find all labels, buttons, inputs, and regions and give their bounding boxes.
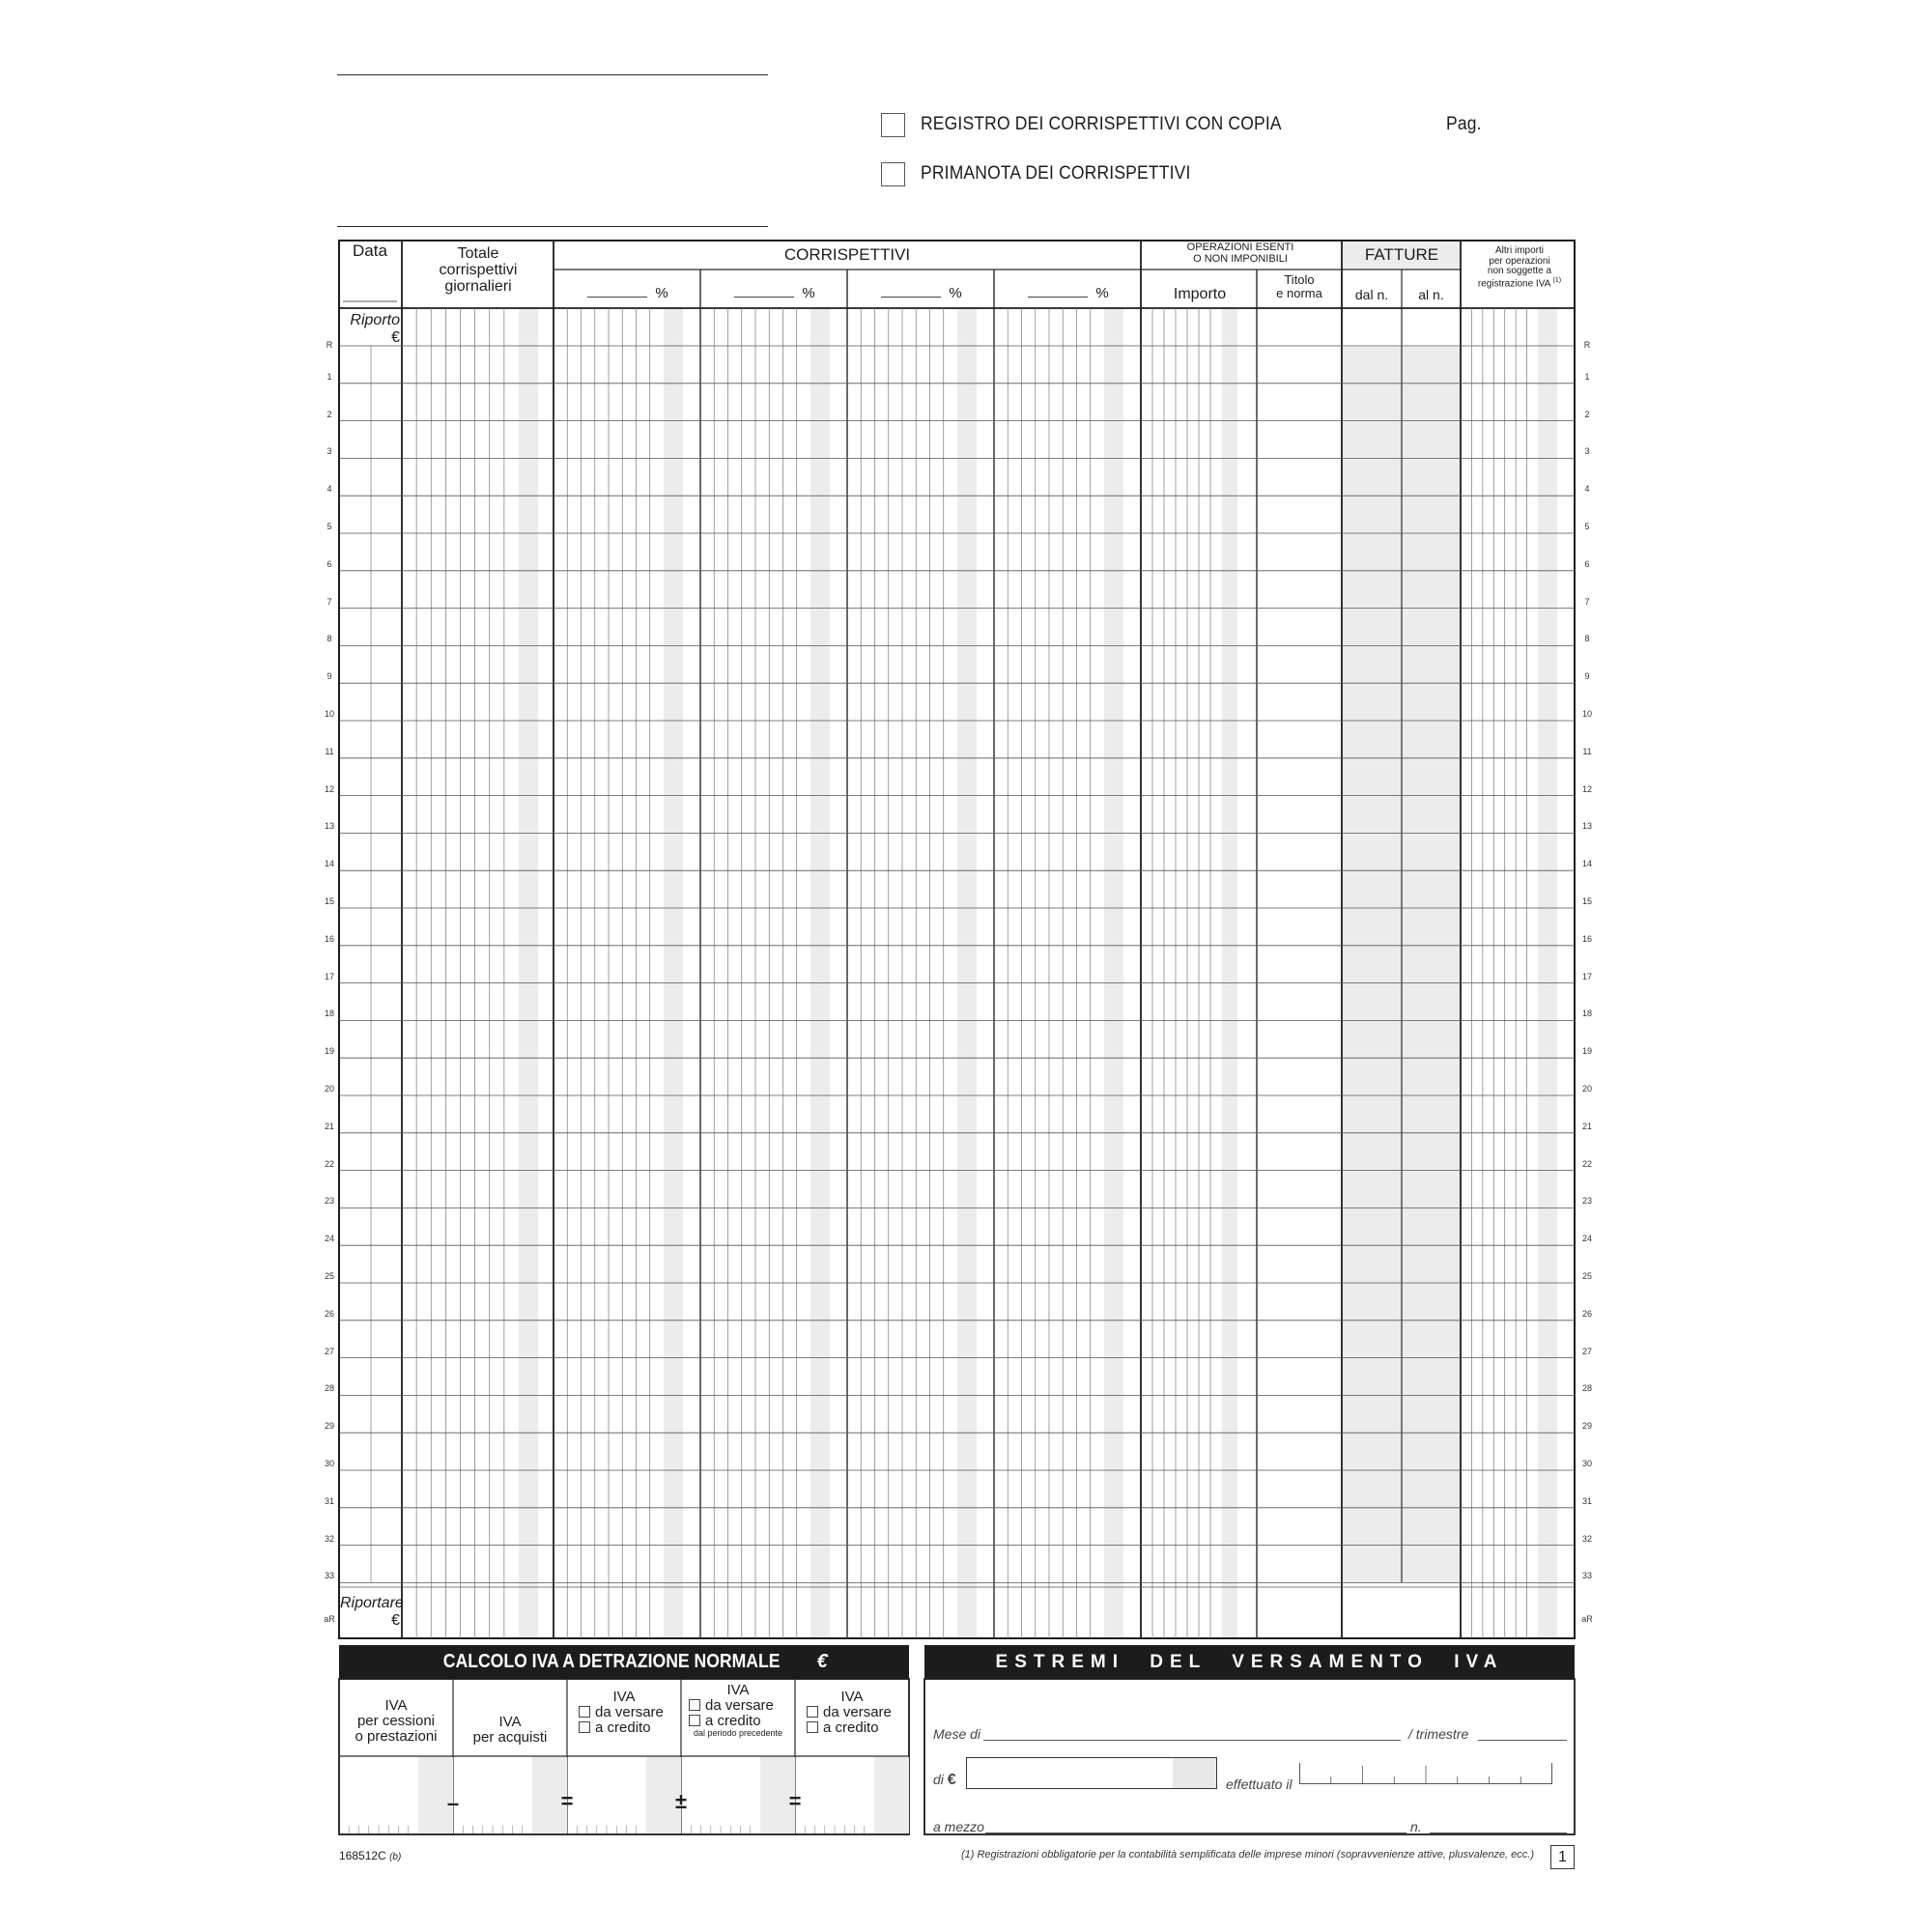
row-number-right: 5 bbox=[1584, 522, 1590, 531]
header-totale-line-2: corrispettivi bbox=[439, 261, 518, 278]
row-number-right: 25 bbox=[1581, 1271, 1592, 1281]
row-number-left: R bbox=[326, 340, 333, 350]
riportare-euro: € bbox=[391, 1612, 400, 1629]
row-number-left: 7 bbox=[327, 596, 332, 607]
calcolo-col-4 bbox=[681, 1683, 795, 1739]
percent-4 bbox=[995, 286, 1142, 301]
row-number-left: 28 bbox=[324, 1383, 334, 1394]
row-number-right: 27 bbox=[1581, 1346, 1592, 1356]
row-number-right: 31 bbox=[1581, 1495, 1592, 1506]
row-number-left: 14 bbox=[324, 859, 334, 869]
row-number-right: 22 bbox=[1581, 1158, 1592, 1169]
trimestre-label: / trimestre bbox=[1408, 1726, 1469, 1742]
calcolo-col-4-checkbox-1[interactable] bbox=[689, 1699, 700, 1711]
data-field[interactable] bbox=[1299, 1763, 1552, 1784]
calcolo-col-1-line-1: IVA bbox=[384, 1697, 408, 1714]
mese-field[interactable] bbox=[983, 1740, 1401, 1741]
calcolo-col-5-check-1-label: da versare bbox=[823, 1703, 892, 1720]
row-number-right: 26 bbox=[1581, 1308, 1592, 1319]
versamento-title-band bbox=[924, 1645, 1575, 1679]
calcolo-col-4-note: dal periodo precedente bbox=[693, 1728, 783, 1739]
header-operazioni-line-1: OPERAZIONI ESENTI bbox=[1186, 242, 1294, 253]
footnote: (1) Registrazioni obbligatorie per la contabilità semplificata delle imprese minori (sopravvenienze attive, plusvalenze, ecc.) bbox=[960, 1849, 1534, 1861]
calcolo-shade bbox=[874, 1757, 909, 1833]
form-code bbox=[339, 1849, 401, 1862]
calcolo-col-4-check-1-label: da versare bbox=[705, 1696, 774, 1714]
mese-label: Mese di bbox=[933, 1726, 981, 1742]
importo-field-shade bbox=[1173, 1758, 1216, 1788]
operator-minus: – bbox=[446, 1791, 460, 1815]
row-number-left: 22 bbox=[324, 1158, 334, 1169]
calcolo-col-2 bbox=[453, 1715, 567, 1746]
row-number-left: aR bbox=[324, 1614, 335, 1624]
calcolo-col-5-checkbox-2[interactable] bbox=[807, 1721, 818, 1733]
row-number-left: 18 bbox=[324, 1009, 334, 1019]
trimestre-field[interactable] bbox=[1478, 1740, 1567, 1741]
calcolo-col-3-check-1-label: da versare bbox=[595, 1703, 664, 1720]
header-dal: dal n. bbox=[1354, 287, 1389, 302]
di-text: di bbox=[933, 1772, 944, 1787]
page-number-box bbox=[1550, 1845, 1575, 1869]
row-number-right: 10 bbox=[1581, 709, 1592, 719]
row-number-left: 19 bbox=[324, 1046, 334, 1057]
calcolo-col-4-checkbox-2[interactable] bbox=[689, 1715, 700, 1726]
row-number-right: 3 bbox=[1584, 446, 1590, 457]
calcolo-col-5-check-1[interactable] bbox=[795, 1705, 909, 1720]
row-number-right: 13 bbox=[1581, 821, 1592, 832]
calcolo-col-3-check-1[interactable] bbox=[567, 1705, 681, 1720]
riportare-label: Riportare bbox=[340, 1595, 404, 1611]
calcolo-col-3-check-2-label: a credito bbox=[595, 1719, 651, 1736]
primanota-label: PRIMANOTA DEI CORRISPETTIVI bbox=[921, 163, 1191, 184]
row-number-left: 6 bbox=[327, 558, 332, 569]
shaded-column bbox=[1222, 308, 1237, 1638]
form-code-suffix: (b) bbox=[389, 1852, 402, 1862]
row-number-right: 20 bbox=[1581, 1084, 1592, 1094]
row-number-right: 8 bbox=[1584, 634, 1590, 644]
row-number-left: 30 bbox=[324, 1459, 334, 1468]
shaded-column bbox=[810, 308, 830, 1638]
header-altri-line-3: non soggette a bbox=[1487, 266, 1552, 276]
calcolo-col-4-check-2[interactable] bbox=[681, 1714, 795, 1729]
row-number-left: 11 bbox=[325, 746, 334, 756]
header-altri bbox=[1461, 246, 1578, 289]
percent-sign-4: % bbox=[1095, 285, 1109, 301]
header-titolo bbox=[1258, 273, 1341, 299]
header-totale bbox=[404, 246, 553, 295]
row-number-left: 8 bbox=[327, 634, 332, 644]
row-number-right: 33 bbox=[1581, 1571, 1592, 1581]
calcolo-col-3-check-2[interactable] bbox=[567, 1720, 681, 1736]
row-number-right: 9 bbox=[1584, 671, 1590, 682]
page-number: 1 bbox=[1558, 1848, 1567, 1865]
percent-sign-1: % bbox=[655, 285, 668, 301]
row-number-right: 11 bbox=[1582, 746, 1592, 756]
shaded-column bbox=[1104, 308, 1123, 1638]
calcolo-col-3-checkbox-1[interactable] bbox=[579, 1706, 590, 1718]
row-number-right: 24 bbox=[1581, 1234, 1592, 1244]
calcolo-col-3 bbox=[567, 1690, 681, 1735]
row-number-right: 17 bbox=[1581, 971, 1592, 981]
percent-1 bbox=[554, 286, 701, 301]
calcolo-col-3-checkbox-2[interactable] bbox=[579, 1721, 590, 1733]
row-number-right: 1 bbox=[1584, 371, 1590, 382]
row-number-right: 7 bbox=[1584, 596, 1590, 607]
row-number-right: 14 bbox=[1581, 859, 1592, 869]
row-number-right: 19 bbox=[1581, 1046, 1592, 1057]
operator-equals-2: = bbox=[788, 1789, 802, 1813]
calcolo-col-5 bbox=[795, 1690, 909, 1735]
row-number-left: 4 bbox=[327, 484, 332, 495]
row-number-left: 20 bbox=[324, 1084, 334, 1094]
row-number-left: 27 bbox=[324, 1346, 334, 1356]
row-number-right: 15 bbox=[1581, 896, 1592, 906]
shaded-column bbox=[957, 308, 977, 1638]
riporto-euro: € bbox=[391, 329, 400, 346]
header-data: Data bbox=[353, 242, 387, 260]
percent-3 bbox=[848, 286, 995, 301]
row-number-right: 18 bbox=[1581, 1009, 1592, 1019]
row-number-left: 17 bbox=[324, 971, 334, 981]
calcolo-title: CALCOLO IVA A DETRAZIONE NORMALE bbox=[443, 1651, 781, 1672]
header-altri-line-2: per operazioni bbox=[1489, 255, 1550, 267]
calcolo-col-2-line-2: per acquisti bbox=[472, 1728, 548, 1746]
effettuato-label: effettuato il bbox=[1226, 1776, 1293, 1792]
calcolo-col-1-line-3: o prestazioni bbox=[355, 1727, 438, 1745]
versamento-title: ESTREMI DEL VERSAMENTO IVA bbox=[995, 1651, 1504, 1672]
row-number-right: 12 bbox=[1581, 783, 1592, 794]
n-label: n. bbox=[1410, 1819, 1422, 1834]
calcolo-col-5-check-2[interactable] bbox=[795, 1720, 909, 1736]
row-number-right: R bbox=[1583, 340, 1591, 350]
percent-sign-2: % bbox=[802, 285, 815, 301]
calcolo-col-4-check-1[interactable] bbox=[681, 1698, 795, 1714]
row-number-left: 16 bbox=[324, 933, 334, 944]
row-number-right: 6 bbox=[1584, 558, 1590, 569]
row-number-left: 3 bbox=[327, 446, 332, 457]
row-number-left: 12 bbox=[324, 783, 334, 794]
row-number-left: 13 bbox=[324, 821, 334, 832]
header-titolo-line-2: e norma bbox=[1276, 285, 1322, 300]
row-number-right: 4 bbox=[1584, 484, 1590, 495]
header-corrispettivi: CORRISPETTIVI bbox=[783, 245, 911, 264]
row-number-right: 16 bbox=[1581, 933, 1592, 944]
percent-sign-3: % bbox=[949, 285, 962, 301]
row-number-right: 30 bbox=[1581, 1459, 1592, 1468]
row-number-left: 2 bbox=[327, 409, 332, 419]
calcolo-col-4-line-1: IVA bbox=[726, 1682, 750, 1698]
row-number-left: 10 bbox=[324, 709, 334, 719]
row-number-left: 25 bbox=[324, 1271, 334, 1281]
row-number-left: 5 bbox=[327, 522, 332, 531]
di-euro: € bbox=[947, 1772, 956, 1788]
row-number-right: 21 bbox=[1581, 1121, 1592, 1131]
row-number-right: 32 bbox=[1581, 1533, 1592, 1544]
operator-plus-minus: ± bbox=[674, 1789, 688, 1813]
row-number-right: aR bbox=[1581, 1614, 1593, 1624]
mezzo-label: a mezzo bbox=[933, 1819, 984, 1834]
row-number-right: 28 bbox=[1581, 1383, 1592, 1394]
row-number-left: 31 bbox=[324, 1495, 334, 1506]
calcolo-col-1 bbox=[339, 1698, 453, 1744]
row-number-left: 29 bbox=[324, 1421, 334, 1432]
header-operazioni-line-2: O NON IMPONIBILI bbox=[1193, 252, 1288, 265]
calcolo-col-5-checkbox-1[interactable] bbox=[807, 1706, 818, 1718]
row-number-left: 24 bbox=[324, 1234, 334, 1244]
calcolo-col-1-line-2: per cessioni bbox=[356, 1712, 436, 1729]
form-code-text: 168512C bbox=[339, 1849, 386, 1862]
shaded-column bbox=[519, 308, 538, 1638]
calcolo-col-5-line-1: IVA bbox=[840, 1689, 864, 1705]
calcolo-col-5-check-2-label: a credito bbox=[823, 1719, 879, 1736]
header-altri-line-4 bbox=[1461, 277, 1578, 290]
header-fatture: FATTURE bbox=[1364, 245, 1439, 264]
header-titolo-line-1: Titolo bbox=[1284, 272, 1315, 287]
row-number-left: 26 bbox=[324, 1308, 334, 1319]
row-number-right: 23 bbox=[1581, 1196, 1592, 1207]
row-number-left: 23 bbox=[324, 1196, 334, 1207]
riporto-label: Riporto bbox=[350, 312, 400, 328]
page-label: Pag. bbox=[1446, 114, 1482, 134]
header-totale-line-3: giornalieri bbox=[444, 277, 512, 295]
row-number-left: 1 bbox=[327, 371, 332, 382]
row-number-left: 32 bbox=[324, 1533, 334, 1544]
calcolo-col-3-line-1: IVA bbox=[612, 1689, 636, 1705]
calcolo-col-4-check-2-label: a credito bbox=[705, 1712, 761, 1729]
percent-2 bbox=[701, 286, 848, 301]
header-importo: Importo bbox=[1173, 286, 1227, 302]
row-number-right: 29 bbox=[1581, 1421, 1592, 1432]
header-altri-note: (1) bbox=[1552, 276, 1562, 284]
header-al: al n. bbox=[1418, 287, 1444, 302]
row-number-left: 15 bbox=[324, 896, 334, 906]
row-number-left: 21 bbox=[324, 1121, 334, 1131]
header-totale-line-1: Totale bbox=[457, 245, 499, 262]
shaded-column bbox=[1538, 308, 1557, 1638]
header-altri-text: registrazione IVA bbox=[1477, 277, 1550, 289]
row-number-left: 9 bbox=[327, 671, 332, 682]
di-label bbox=[933, 1772, 956, 1789]
row-number-right: 2 bbox=[1584, 409, 1590, 419]
header-altri-line-1: Altri importi bbox=[1494, 245, 1544, 256]
operator-equals-1: = bbox=[560, 1789, 574, 1813]
registro-label: REGISTRO DEI CORRISPETTIVI CON COPIA bbox=[921, 114, 1282, 134]
calcolo-title-band bbox=[339, 1645, 909, 1679]
shaded-column bbox=[664, 308, 683, 1638]
calcolo-euro: € bbox=[816, 1651, 828, 1672]
header-operazioni bbox=[1142, 242, 1339, 265]
row-number-left: 33 bbox=[324, 1571, 334, 1581]
calcolo-col-2-line-1: IVA bbox=[498, 1714, 522, 1730]
